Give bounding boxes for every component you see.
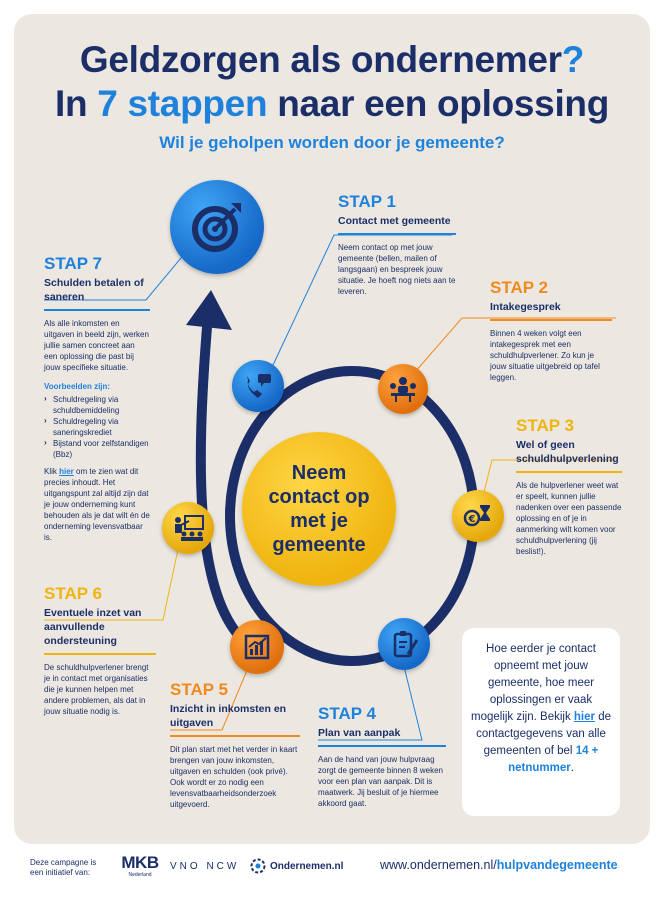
svg-text:€: € [468, 514, 476, 525]
step-7-body: Als alle inkomsten en uitgaven in beeld zijn, werken jullie samen concreet aan een oplossing die past bij jouw specifieke situatie. [44, 318, 149, 372]
step-2 [490, 278, 612, 383]
step-3-body: Als de hulpverlener weet wat er speelt, kunnen jullie nadenken over een passende oplossing en of je in aanmerking wilt komen voor schuldhulpverlening (jij beslist!). [516, 480, 622, 556]
title-line-2: In 7 stappen naar een oplossing [54, 83, 610, 124]
step-1-subtitle: Contact met gemeente [338, 215, 451, 227]
step-7-examples-label: Voorbeelden zijn: [44, 381, 111, 391]
ondernemen-logo: Ondernemen.nl [250, 858, 343, 874]
clipboard-icon [378, 618, 430, 670]
step-6-title: STAP 6 [44, 584, 102, 603]
step-3-subtitle: Wel of geen schuldhulpverlening [516, 439, 619, 465]
step-3 [516, 416, 622, 557]
list-item: › Bijstand voor zelfstandigen (Bbz) [44, 438, 150, 460]
step-1 [338, 192, 456, 297]
hourglass-euro-icon [452, 490, 504, 542]
step-1-body: Neem contact op met jouw gemeente (bellen, mailen of langsgaan) en bespreek jouw situatie. Je hoeft nog niets aan te leveren. [338, 242, 456, 296]
step-5-title: STAP 5 [170, 680, 228, 699]
phone-number: 14 + netnummer [508, 745, 599, 774]
step-6-body: De schuldhulpverlener brengt je in contact met organisaties die je kunnen helpen met andere problemen, als dat in jouw situatie nodig is. [44, 662, 149, 716]
step-4-title: STAP 4 [318, 704, 376, 723]
step-7-subtitle: Schulden betalen of saneren [44, 277, 144, 303]
contact-info-box: Hoe eerder je contact opneemt met jouw gemeente, hoe meer oplossingen er vaak mogelijk zijn. Bekijk hier de contactgegevens van alle gemeenten of bel 14 + netnummer. [462, 628, 620, 816]
step-7-tail: Klik hier om te zien wat dit precies inhoudt. Het uitgangspunt zal altijd zijn dat je jouw onderneming kunt behouden als je dat wilt én de onderneming levensvatbaar is. [44, 466, 150, 542]
list-item: › Schuldregeling via schuldbemiddeling [44, 394, 150, 416]
contact-details-link[interactable]: hier [573, 711, 595, 723]
step-7-examples [44, 394, 150, 460]
footer-url[interactable]: www.ondernemen.nl/hulpvandegemeente [380, 858, 618, 872]
step-6-subtitle: Eventuele inzet van aanvullende ondersteuning [44, 607, 142, 647]
step-5-body: Dit plan start met het verder in kaart brengen van jouw inkomsten, uitgaven en schulden (ook privé). Ook wordt er zo nodig een levensvatbaarheidsonderzoek uitgevoerd. [170, 744, 298, 809]
step-3-title: STAP 3 [516, 416, 574, 435]
title-line-1: Geldzorgen als ondernemer? [79, 39, 585, 80]
step-4-body: Aan de hand van jouw hulpvraag zorgt de gemeente binnen 8 weken voor een plan van aanpak. Dit is maatwerk. Jij besluit of je hiermee akkoord gaat. [318, 754, 443, 808]
target-icon [170, 180, 264, 274]
chart-icon [230, 620, 284, 674]
step-2-subtitle: Intakegesprek [490, 301, 561, 313]
step-2-title: STAP 2 [490, 278, 548, 297]
subtitle: Wil je geholpen worden door je gemeente? [159, 133, 505, 152]
step-7-info-link[interactable]: hier [59, 466, 74, 476]
center-call-to-action: Neem contact op met je gemeente [242, 432, 396, 586]
step-4 [318, 704, 446, 809]
return-arrow [201, 315, 248, 645]
footer-initiative: Deze campagne is een initiatief van: [30, 858, 97, 877]
step-5-subtitle: Inzicht in inkomsten en uitgaven [170, 703, 287, 729]
vno-ncw-logo: VNO NCW [170, 861, 240, 872]
step-7 [44, 254, 150, 543]
mkb-logo: MKB Nederland [121, 853, 159, 878]
ondernemen-logo-icon [250, 858, 266, 874]
step-2-body: Binnen 4 weken volgt een intakegesprek met een schuldhulpverlener. Zo kun je jouw situatie uitgebreid op tafel leggen. [490, 328, 600, 382]
return-arrowhead [186, 290, 232, 330]
meeting-icon [378, 364, 428, 414]
phone-chat-icon [232, 360, 284, 412]
presentation-icon [162, 502, 214, 554]
step-4-subtitle: Plan van aanpak [318, 727, 401, 739]
step-6 [44, 584, 156, 717]
step-7-title: STAP 7 [44, 254, 102, 273]
step-1-title: STAP 1 [338, 192, 396, 211]
step-5 [170, 680, 300, 810]
list-item: › Schuldregeling via saneringskrediet [44, 416, 150, 438]
